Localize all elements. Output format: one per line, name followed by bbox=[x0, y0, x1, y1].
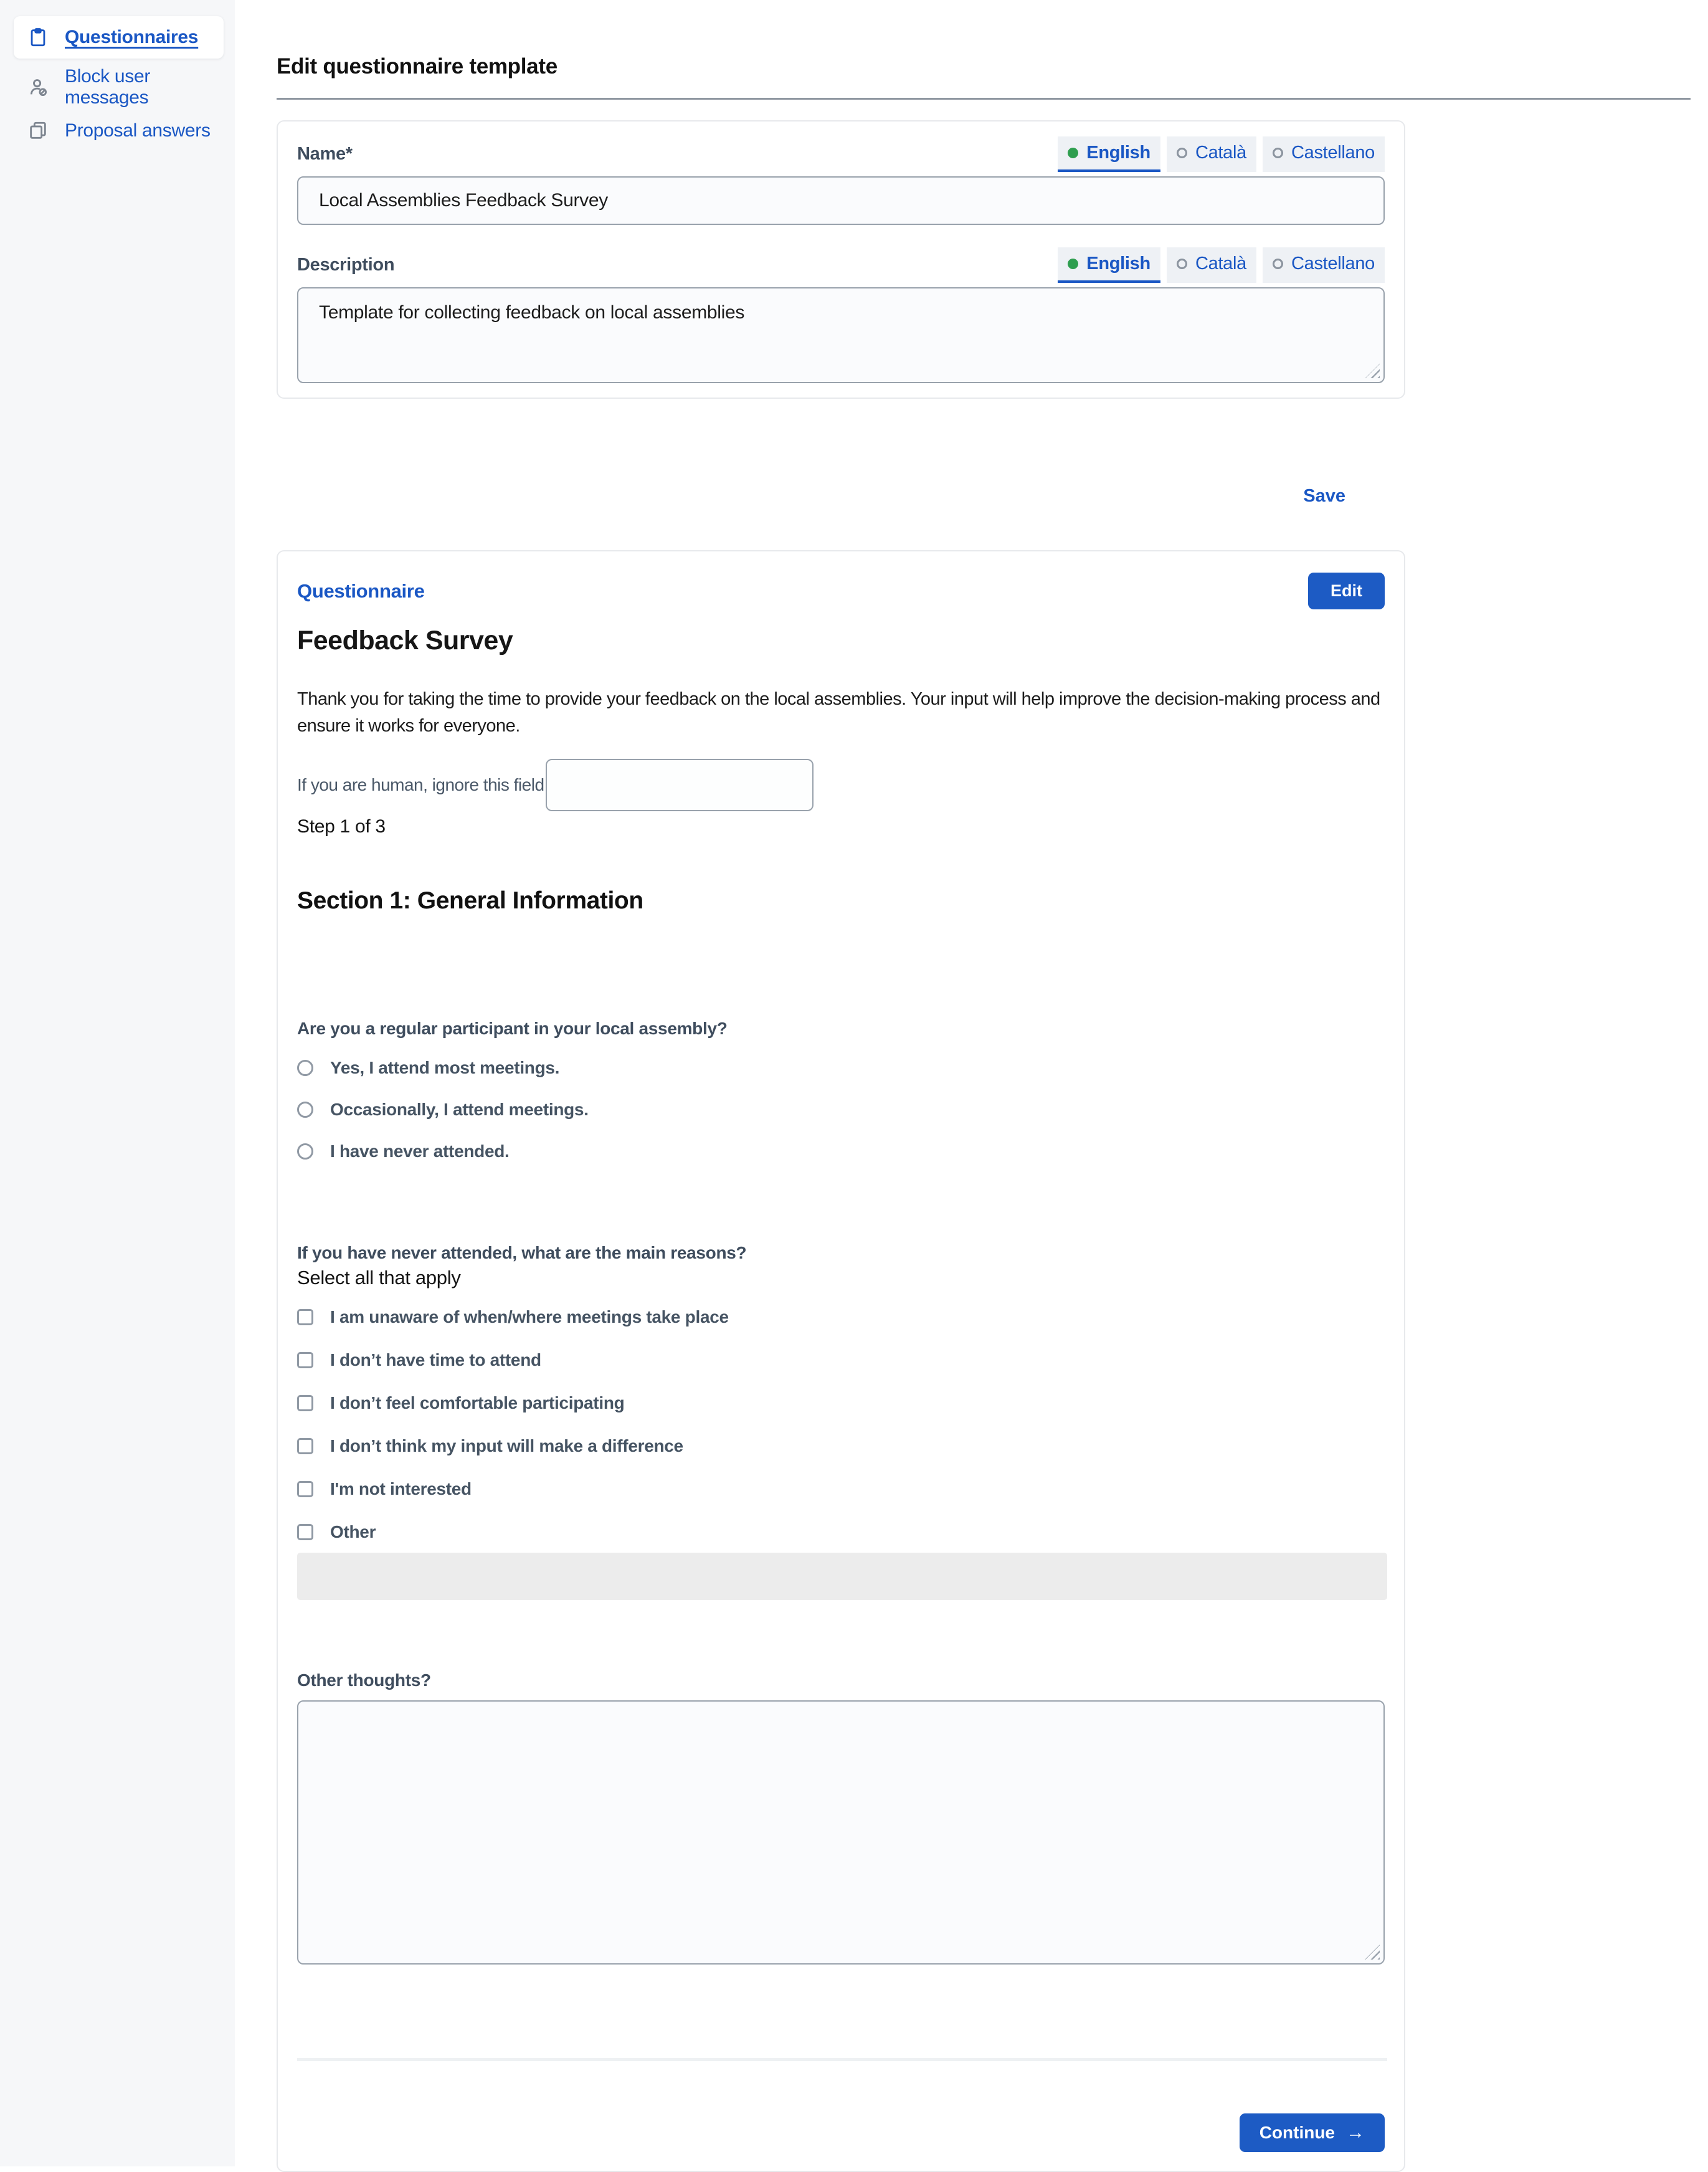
continue-button-label: Continue bbox=[1259, 2123, 1335, 2143]
honeypot-input[interactable] bbox=[546, 759, 814, 811]
description-textarea-wrap bbox=[297, 287, 1385, 383]
save-button[interactable]: Save bbox=[1303, 486, 1345, 507]
lang-tab-label: English bbox=[1086, 142, 1151, 163]
sidebar-item-block-user-messages[interactable] bbox=[14, 66, 224, 108]
lang-tab-castellano[interactable] bbox=[1263, 247, 1385, 283]
sidebar-item-questionnaires[interactable] bbox=[14, 16, 224, 59]
question-1-label: Are you a regular participant in your local assembly? bbox=[297, 1019, 728, 1039]
lang-tab-english[interactable] bbox=[1058, 136, 1160, 172]
sidebar-item-label: Block user messages bbox=[65, 66, 151, 108]
checkbox-option-row bbox=[297, 1520, 1385, 1544]
long-answer-wrap bbox=[297, 1700, 1385, 1965]
checkbox-option-row bbox=[297, 1391, 1385, 1415]
section-title: Section 1: General Information bbox=[297, 887, 643, 915]
questionnaire-card bbox=[277, 550, 1405, 2172]
lang-tab-english[interactable] bbox=[1058, 247, 1160, 283]
hollow-dot-icon bbox=[1177, 259, 1187, 269]
description-textarea[interactable] bbox=[297, 287, 1385, 383]
sidebar-item-proposal-answers[interactable] bbox=[14, 116, 224, 146]
edit-button[interactable]: Edit bbox=[1308, 573, 1385, 609]
checkbox[interactable] bbox=[297, 1309, 313, 1325]
radio-option-row bbox=[297, 1098, 1385, 1122]
lang-tab-label: Castellano bbox=[1291, 142, 1375, 163]
sidebar bbox=[0, 0, 235, 2166]
question-3-label: Other thoughts? bbox=[297, 1670, 431, 1690]
survey-intro: Thank you for taking the time to provide your feedback on the local assemblies. Your input will help improve the decision-making process and ensure it works for everyone. bbox=[297, 689, 1380, 736]
footer-divider bbox=[297, 2058, 1387, 2061]
name-input[interactable] bbox=[297, 176, 1385, 225]
radio-button[interactable] bbox=[297, 1060, 313, 1076]
checkbox-option-row bbox=[297, 1348, 1385, 1372]
hollow-dot-icon bbox=[1273, 148, 1283, 158]
sidebar-item-label: Proposal answers bbox=[65, 120, 211, 141]
checkbox-option-label[interactable]: Other bbox=[330, 1522, 376, 1542]
copy-icon bbox=[26, 119, 50, 143]
lang-tab-label: Català bbox=[1195, 253, 1246, 274]
questionnaire-kicker: Questionnaire bbox=[297, 579, 425, 602]
radio-option-row bbox=[297, 1056, 1385, 1080]
continue-button[interactable] bbox=[1240, 2113, 1385, 2152]
radio-option-label[interactable]: I have never attended. bbox=[330, 1141, 510, 1161]
lang-tab-label: Català bbox=[1195, 142, 1246, 163]
lang-tab-label: English bbox=[1086, 253, 1151, 274]
checkbox-option-label[interactable]: I am unaware of when/where meetings take place bbox=[330, 1307, 729, 1327]
description-language-tabs bbox=[1058, 247, 1385, 283]
sidebar-item-label: Questionnaires bbox=[65, 27, 199, 47]
checkbox[interactable] bbox=[297, 1524, 313, 1540]
description-label: Description bbox=[297, 254, 395, 275]
page-title: Edit questionnaire template bbox=[277, 54, 557, 79]
questionnaire-card-header bbox=[297, 573, 1385, 609]
checkbox-option-row bbox=[297, 1434, 1385, 1458]
honeypot-row bbox=[297, 759, 1385, 811]
checkbox-option-label[interactable]: I don’t think my input will make a difference bbox=[330, 1436, 683, 1456]
radio-option-row bbox=[297, 1140, 1385, 1163]
checkbox[interactable] bbox=[297, 1395, 313, 1411]
checkbox-option-label[interactable]: I'm not interested bbox=[330, 1479, 472, 1499]
save-row bbox=[277, 486, 1405, 507]
radio-option-label[interactable]: Occasionally, I attend meetings. bbox=[330, 1100, 589, 1120]
question-2-label: If you have never attended, what are the main reasons? bbox=[297, 1243, 747, 1263]
blocked-user-icon bbox=[26, 75, 50, 99]
checkbox[interactable] bbox=[297, 1438, 313, 1454]
continue-row bbox=[297, 2113, 1385, 2152]
questionnaire-footer bbox=[297, 2058, 1385, 2152]
lang-tab-catala[interactable] bbox=[1167, 247, 1256, 283]
radio-option-label[interactable]: Yes, I attend most meetings. bbox=[330, 1058, 560, 1078]
name-label-row bbox=[297, 135, 1385, 173]
filled-dot-icon bbox=[1068, 148, 1078, 158]
checkbox-option-row bbox=[297, 1477, 1385, 1501]
long-answer-textarea[interactable] bbox=[297, 1700, 1385, 1965]
clipboard-icon bbox=[26, 26, 50, 49]
lang-tab-label: Castellano bbox=[1291, 253, 1375, 274]
lang-tab-catala[interactable] bbox=[1167, 136, 1256, 172]
template-form-card bbox=[277, 120, 1405, 399]
arrow-right-icon: → bbox=[1346, 2122, 1365, 2143]
checkbox-option-label[interactable]: I don’t feel comfortable participating bbox=[330, 1393, 625, 1413]
radio-button[interactable] bbox=[297, 1143, 313, 1160]
hollow-dot-icon bbox=[1177, 148, 1187, 158]
checkbox[interactable] bbox=[297, 1352, 313, 1368]
name-label: Name* bbox=[297, 143, 353, 164]
checkbox-option-row bbox=[297, 1305, 1385, 1329]
radio-button[interactable] bbox=[297, 1102, 313, 1118]
name-language-tabs bbox=[1058, 136, 1385, 172]
checkbox-option-label[interactable]: I don’t have time to attend bbox=[330, 1350, 541, 1370]
honeypot-label: If you are human, ignore this field bbox=[297, 775, 544, 795]
filled-dot-icon bbox=[1068, 259, 1078, 269]
description-label-row bbox=[297, 246, 1385, 283]
question-2-hint: Select all that apply bbox=[297, 1267, 461, 1289]
survey-title: Feedback Survey bbox=[297, 626, 513, 656]
hollow-dot-icon bbox=[1273, 259, 1283, 269]
other-text-input-disabled bbox=[297, 1553, 1387, 1600]
question-2-options bbox=[297, 1289, 1385, 1544]
step-indicator: Step 1 of 3 bbox=[297, 816, 386, 837]
checkbox[interactable] bbox=[297, 1481, 313, 1497]
title-divider bbox=[277, 98, 1691, 100]
lang-tab-castellano[interactable] bbox=[1263, 136, 1385, 172]
main-content bbox=[235, 0, 1708, 2166]
question-1-options bbox=[297, 1039, 1385, 1163]
